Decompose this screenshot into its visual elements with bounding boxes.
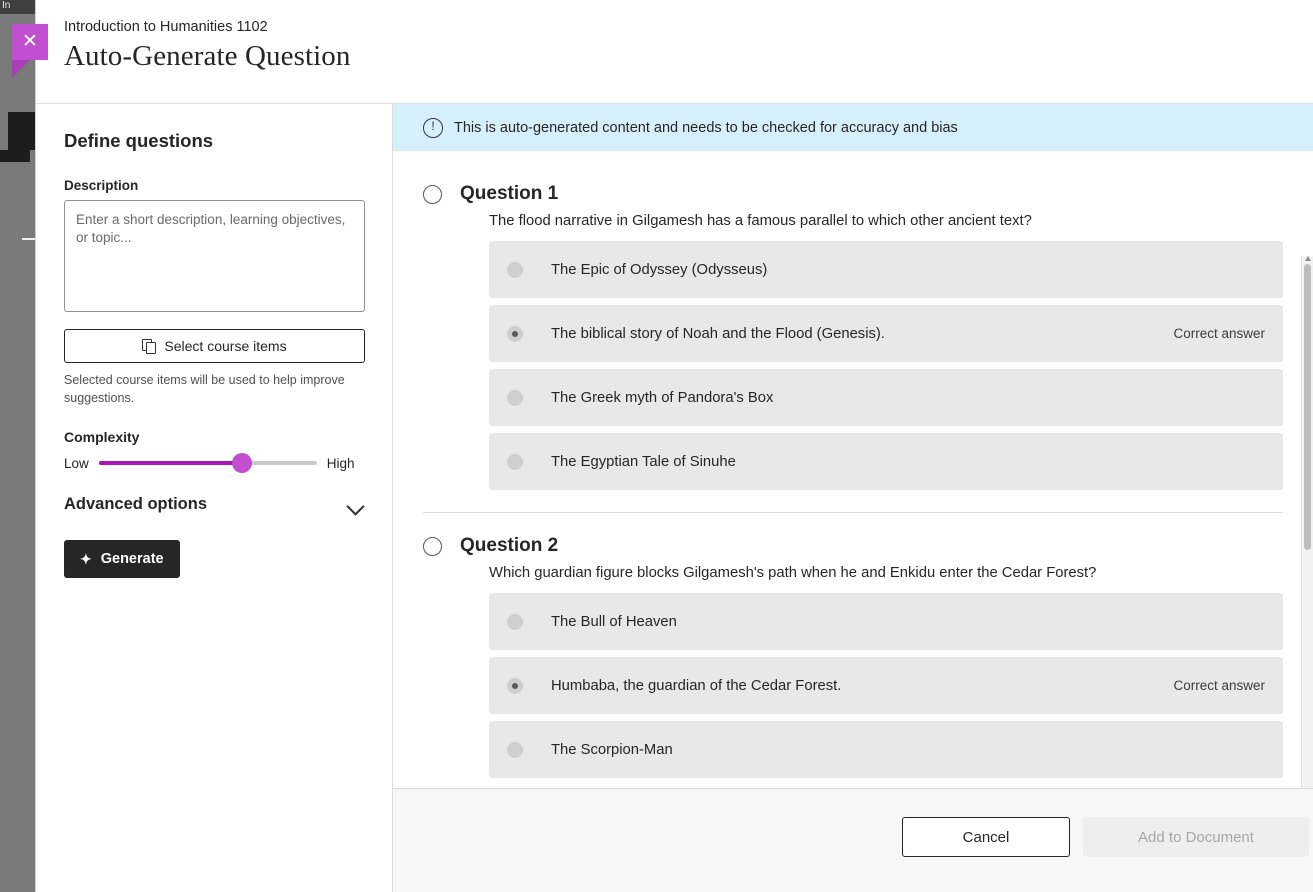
answer-text: The Bull of Heaven: [551, 613, 677, 630]
questions-list: [393, 151, 1313, 892]
question-header: [423, 535, 1283, 557]
complexity-label: Complexity: [64, 429, 140, 446]
generate-label: Generate: [100, 551, 164, 568]
answer-option[interactable]: [489, 241, 1283, 298]
complexity-slider[interactable]: [99, 453, 317, 473]
slider-fill: [99, 461, 245, 465]
question-block: [393, 171, 1313, 490]
modal-footer: [393, 788, 1313, 892]
background-tab-label: In: [2, 0, 11, 11]
question-prompt: The flood narrative in Gilgamesh has a famous parallel to which other ancient text?: [489, 213, 1032, 229]
close-button[interactable]: [12, 24, 48, 60]
breadcrumb: Introduction to Humanities 1102: [64, 19, 268, 35]
question-title: Question 1: [460, 183, 559, 204]
section-title: Define questions: [64, 130, 214, 151]
minus-icon: [22, 238, 36, 240]
answer-radio-icon[interactable]: [507, 326, 523, 342]
answer-text: The Greek myth of Pandora's Box: [551, 389, 774, 406]
slider-handle[interactable]: [232, 453, 252, 473]
select-items-hint: Selected course items will be used to help improve suggestions.: [64, 373, 345, 406]
slider-low-label: Low: [64, 455, 89, 471]
advanced-options-label: Advanced options: [64, 495, 208, 514]
answer-text: The biblical story of Noah and the Flood (Genesis).: [551, 325, 885, 342]
answer-radio-icon[interactable]: [507, 262, 523, 278]
scrollbar-thumb[interactable]: [1304, 264, 1311, 550]
ai-disclaimer-text: This is auto-generated content and needs to be checked for accuracy and bias: [454, 119, 958, 136]
cancel-button[interactable]: Cancel: [902, 817, 1070, 857]
question-select-radio[interactable]: [423, 185, 442, 204]
copy-icon: [142, 339, 156, 354]
answer-radio-icon[interactable]: [507, 678, 523, 694]
background-panel-extension: [0, 150, 30, 162]
auto-generate-question-modal: [22, 0, 1313, 892]
question-divider: [423, 512, 1283, 513]
close-icon: ✕: [22, 31, 38, 52]
background-browser-tabstrip: [0, 0, 38, 14]
description-label: Description: [64, 178, 139, 193]
footer-left-area: [36, 788, 393, 892]
info-icon: [423, 118, 443, 138]
slider-high-label: High: [326, 455, 355, 471]
answer-list: [489, 241, 1283, 490]
generated-questions-panel: [393, 104, 1313, 892]
answer-radio-icon[interactable]: [507, 454, 523, 470]
select-course-items-label: Select course items: [164, 338, 287, 354]
question-block: [393, 523, 1313, 778]
answer-text: The Scorpion-Man: [551, 741, 673, 758]
complexity-slider-row: [64, 453, 364, 473]
modal-body: [36, 104, 1313, 892]
advanced-options-toggle[interactable]: [64, 495, 365, 514]
scroll-up-arrow-icon[interactable]: [1305, 256, 1311, 261]
select-course-items-button[interactable]: [64, 329, 365, 363]
answer-option[interactable]: [489, 369, 1283, 426]
answer-radio-icon[interactable]: [507, 742, 523, 758]
chevron-down-icon: [347, 500, 365, 510]
correct-answer-badge: Correct answer: [1173, 326, 1265, 341]
add-to-document-button[interactable]: Add to Document: [1083, 817, 1309, 857]
question-select-radio[interactable]: [423, 537, 442, 556]
answer-option[interactable]: [489, 433, 1283, 490]
answer-radio-icon[interactable]: [507, 390, 523, 406]
define-questions-panel: [36, 104, 393, 892]
sparkle-icon: ✦: [80, 551, 92, 568]
question-title: Question 2: [460, 535, 559, 556]
answer-list: [489, 593, 1283, 778]
question-prompt: Which guardian figure blocks Gilgamesh's path when he and Enkidu enter the Cedar Forest?: [489, 565, 1097, 581]
answer-option[interactable]: [489, 593, 1283, 650]
question-header: [423, 183, 1283, 205]
description-input[interactable]: [64, 200, 365, 312]
answer-text: Humbaba, the guardian of the Cedar Forest.: [551, 677, 842, 694]
answer-text: The Epic of Odyssey (Odysseus): [551, 261, 768, 278]
answer-text: The Egyptian Tale of Sinuhe: [551, 453, 736, 470]
answer-option[interactable]: [489, 305, 1283, 362]
answer-option[interactable]: [489, 721, 1283, 778]
page-title: Auto-Generate Question: [64, 40, 351, 72]
answer-option[interactable]: [489, 657, 1283, 714]
modal-header: [36, 0, 1313, 104]
correct-answer-badge: Correct answer: [1173, 678, 1265, 693]
close-tag-tail: [12, 60, 48, 78]
generate-button[interactable]: [64, 540, 180, 578]
answer-radio-icon[interactable]: [507, 614, 523, 630]
ai-disclaimer-banner: [393, 104, 1313, 151]
